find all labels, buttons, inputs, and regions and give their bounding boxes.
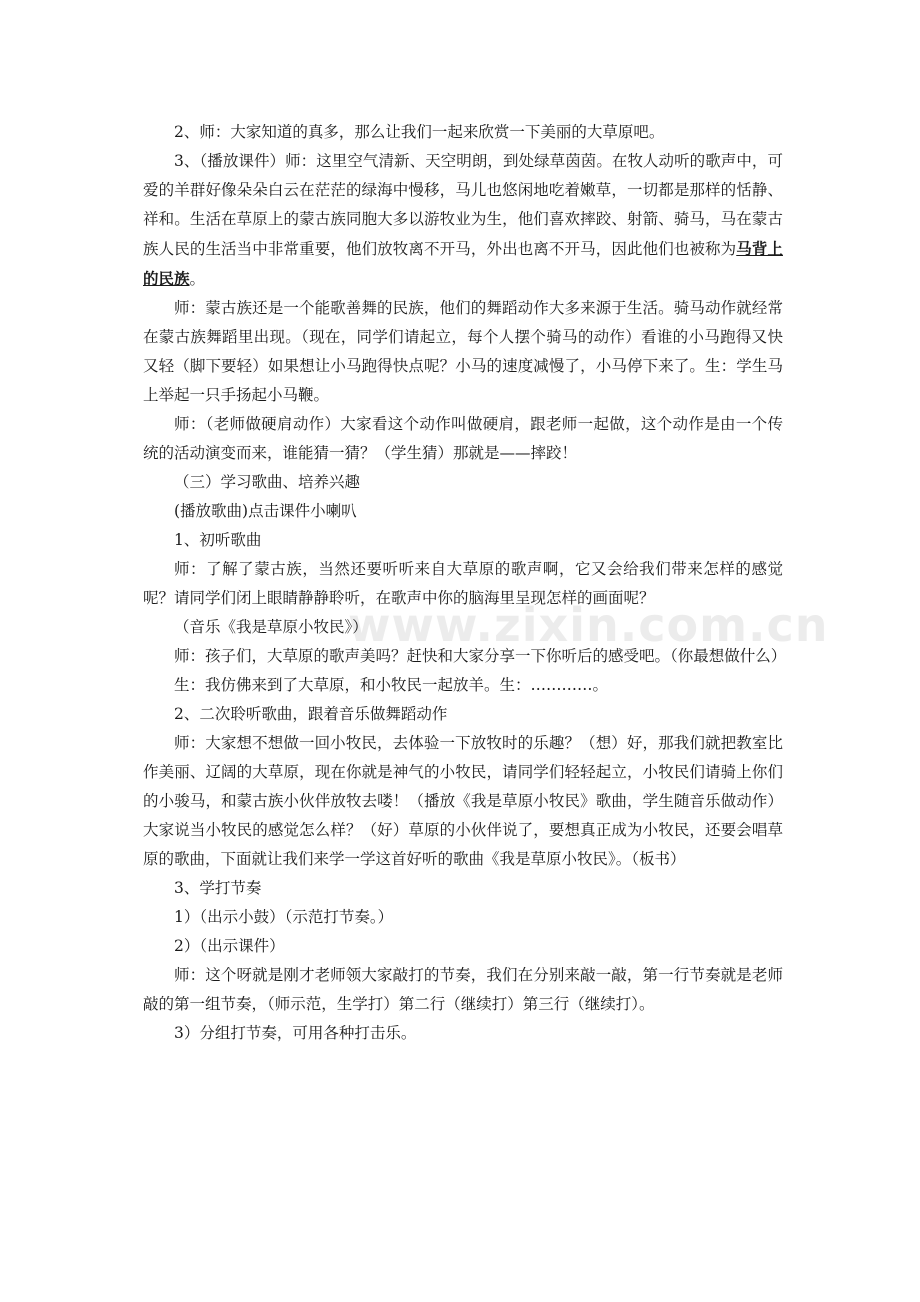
step-heading-2: 2、二次聆听歌曲，跟着音乐做舞蹈动作 — [174, 705, 448, 723]
paragraph-16: 2）（出示课件） — [174, 937, 285, 955]
watermark: www.zixin.com.cn — [348, 598, 829, 652]
paragraph-4: 师：（老师做硬肩动作）大家看这个动作叫做硬肩，跟老师一起做，这个动作是由一个传统的活动演变而来，谁能猜一猜？（学生猜）那就是——摔跤！ — [143, 415, 783, 462]
paragraph-2-end: 。 — [189, 270, 206, 288]
paragraph-3: 师：蒙古族还是一个能歌善舞的民族，他们的舞蹈动作大多来源于生活。骑马动作就经常在蒙古族舞蹈里出现。（现在，同学们请起立，每个人摆个骑马的动作）看谁的小马跑得又快又轻（脚下要轻）如果想让小马跑得快点呢？小马的速度减慢了，小马停下来了。生：学生马上举起一只手扬起小马鞭。 — [143, 299, 783, 404]
paragraph-2-text: 3、（播放课件）师：这里空气清新、天空明朗，到处绿草茵茵。在牧人动听的歌声中，可爱的羊群好像朵朵白云在茫茫的绿海中慢移，马儿也悠闲地吃着嫩草，一切都是那样的恬静、祥和。生活在草原上的蒙古族同胞大多以游牧业为生，他们喜欢摔跤、射箭、骑马，马在蒙古族人民的生活当中非常重要，他们放牧离不开马，外出也离不开马，因此他们也被称为 — [143, 152, 783, 258]
paragraph-8: 师：了解了蒙古族，当然还要听听来自大草原的歌声啊，它又会给我们带来怎样的感觉呢？请同学们闭上眼睛静静聆听，在歌声中你的脑海里呈现怎样的画面呢？ — [143, 560, 783, 607]
step-heading-1: 1、初听歌曲 — [174, 531, 262, 549]
paragraph-10: 师：孩子们，大草原的歌声美吗？赶快和大家分享一下你听后的感受吧。（你最想做什么） — [174, 647, 787, 665]
section-heading: （三）学习歌曲、培养兴趣 — [174, 473, 361, 491]
paragraph-18: 3）分组打节奏，可用各种打击乐。 — [174, 1024, 417, 1042]
paragraph-6: (播放歌曲)点击课件小喇叭 — [174, 502, 357, 520]
paragraph-13: 师：大家想不想做一回小牧民，去体验一下放牧时的乐趣？（想）好，那我们就把教室比作美丽、辽阔的大草原，现在你就是神气的小牧民，请同学们轻轻起立，小牧民们请骑上你们的小骏马，和蒙古族小伙伴放牧去喽！（播放《我是草原小牧民》歌曲，学生随音乐做动作）大家说当小牧民的感觉怎么样？（好）草原的小伙伴说了，要想真正成为小牧民，还要会唱草原的歌曲，下面就让我们来学一学这首好听的歌曲《我是草原小牧民》。（板书） — [143, 734, 783, 868]
paragraph-15: 1）（出示小鼓）（示范打节奏。） — [174, 908, 394, 926]
paragraph-2 — [143, 147, 783, 294]
paragraph-17: 师：这个呀就是刚才老师领大家敲打的节奏，我们在分别来敲一敲，第一行节奏就是老师敲的第一组节奏，（师示范，生学打）第二行（继续打）第三行（继续打）。 — [143, 966, 783, 1013]
paragraph-11: 生：我仿佛来到了大草原，和小牧民一起放羊。生：…………。 — [174, 676, 609, 694]
highlighted-phrase: 马背上的民族 — [143, 239, 783, 288]
paragraph-1: 2、师：大家知道的真多，那么让我们一起来欣赏一下美丽的大草原吧。 — [174, 123, 665, 141]
document-body — [143, 118, 787, 1048]
step-heading-3: 3、学打节奏 — [174, 879, 262, 897]
paragraph-9: （音乐《我是草原小牧民》） — [174, 618, 368, 636]
